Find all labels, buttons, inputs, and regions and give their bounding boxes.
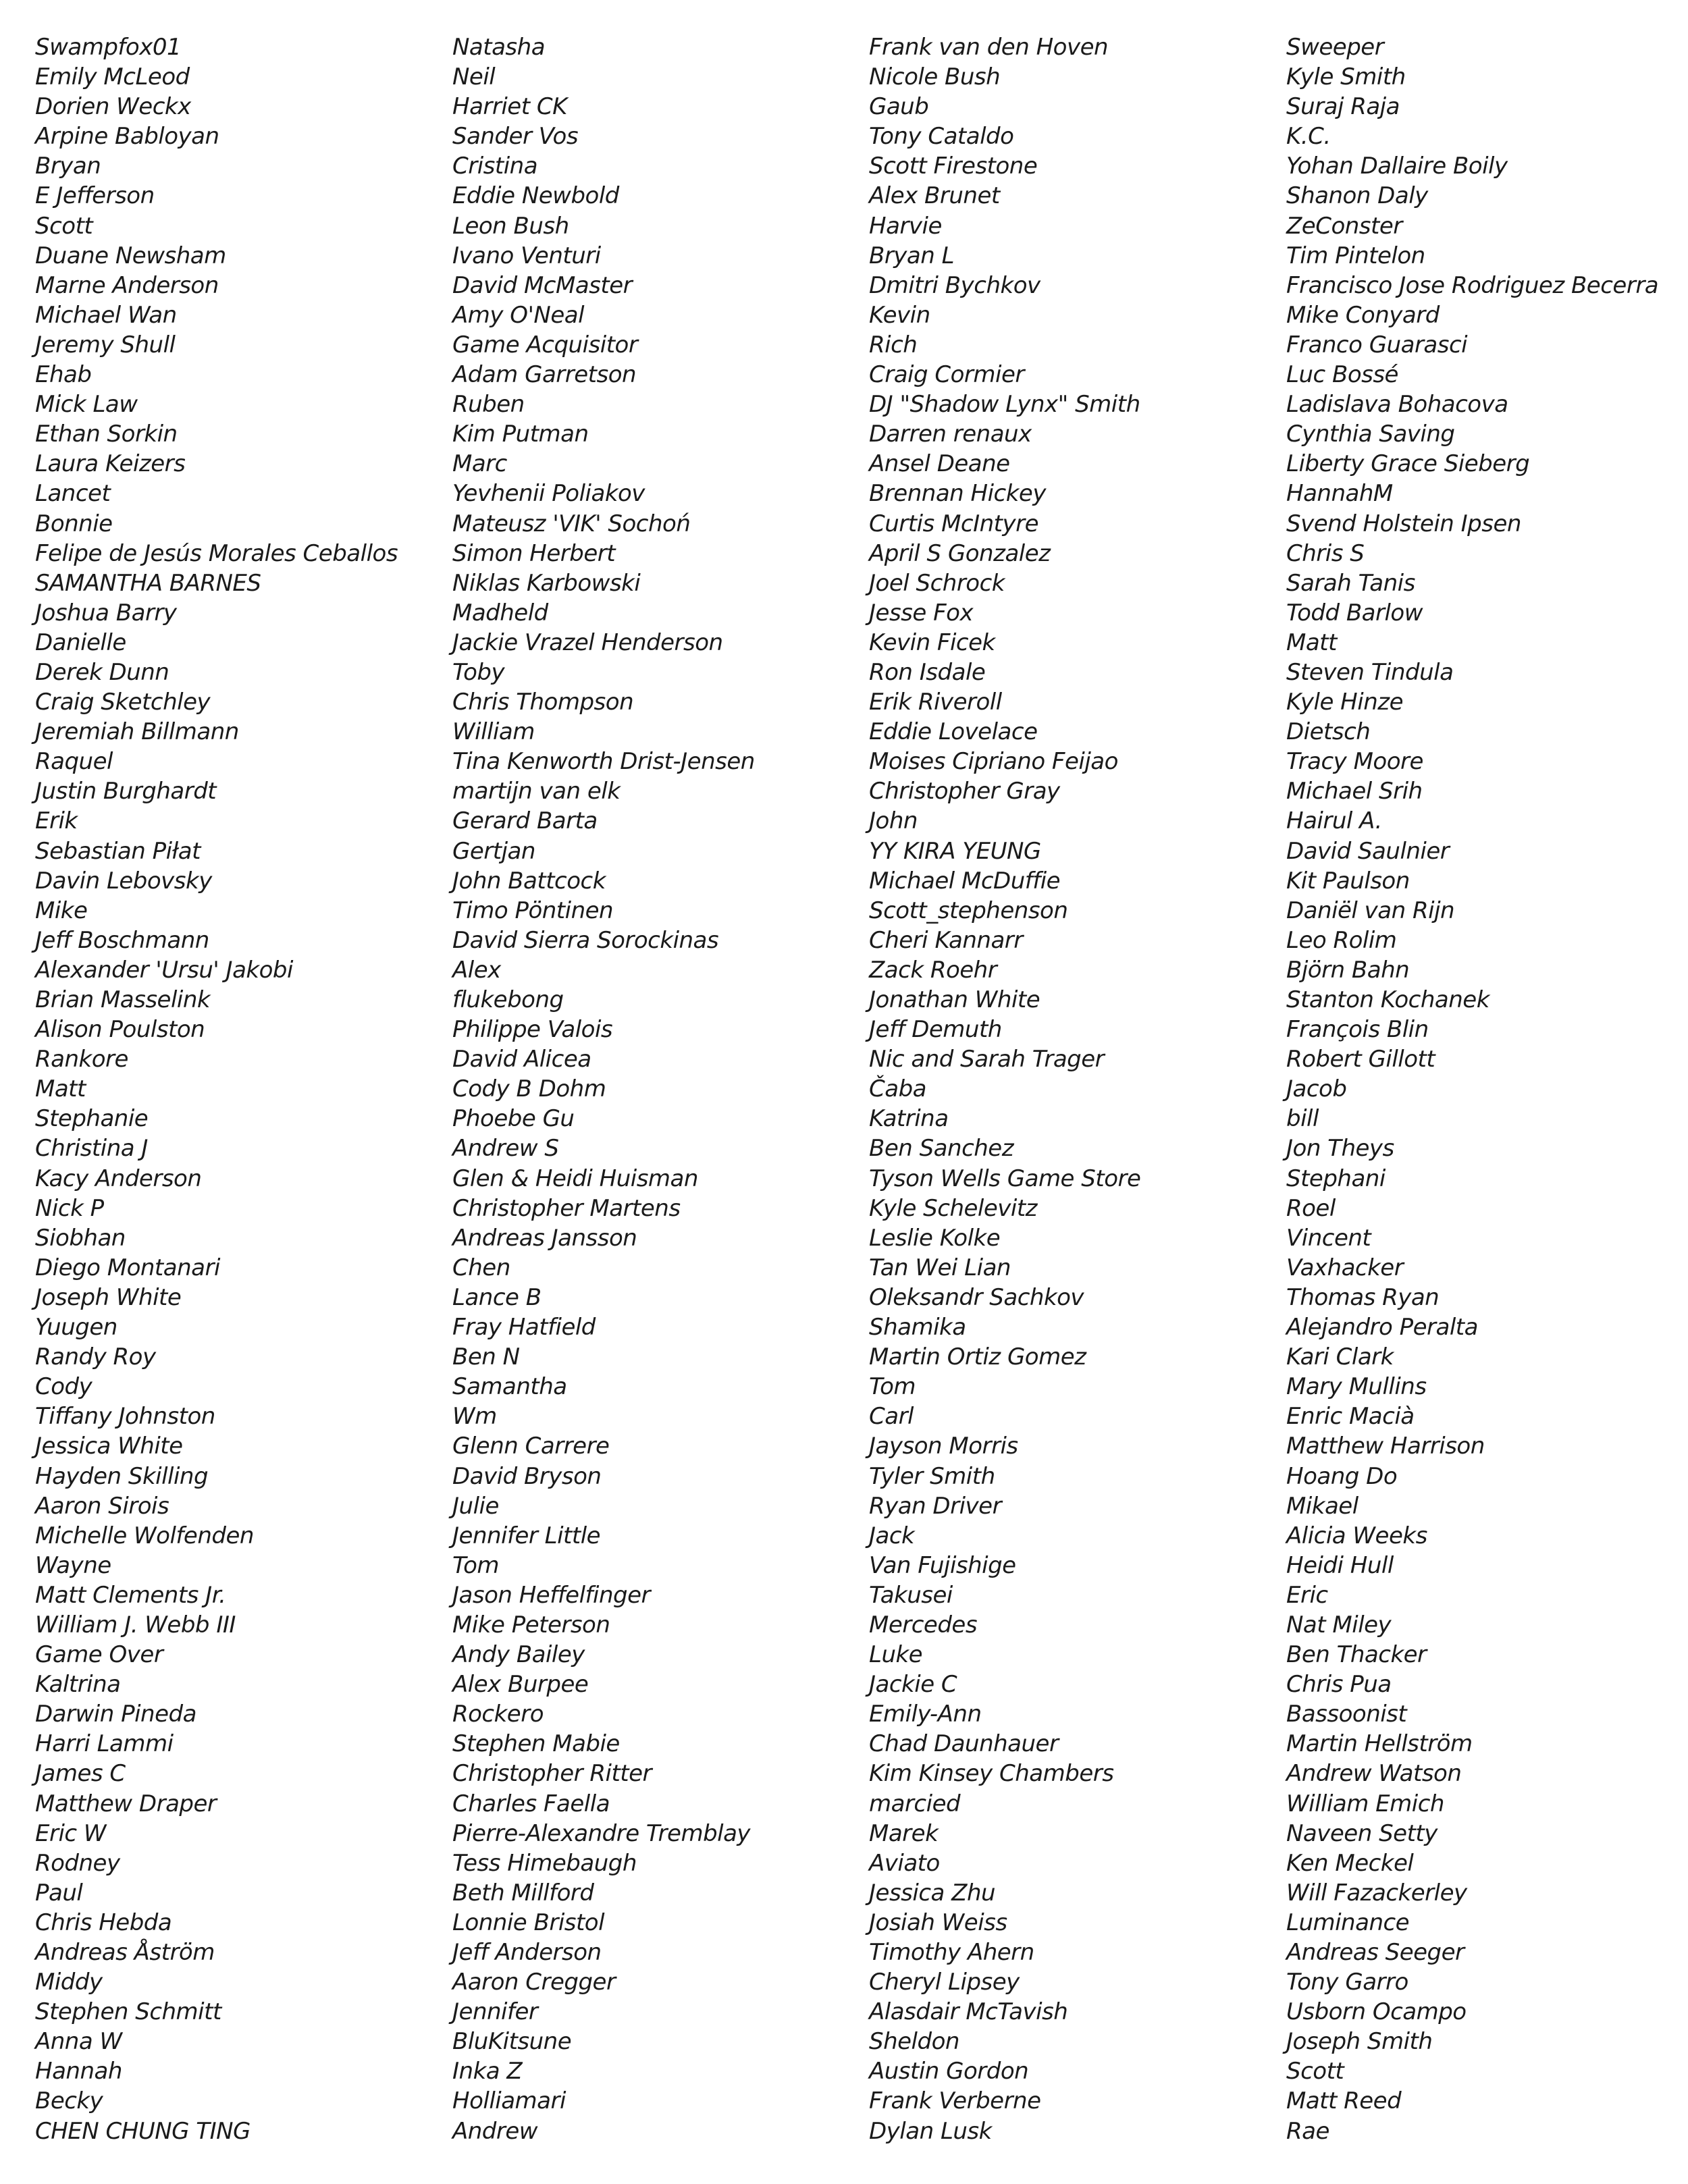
backer-name: Nick P xyxy=(35,1194,104,1222)
backer-name: Lancet xyxy=(35,480,111,508)
backer-name: ZeConster xyxy=(1286,212,1402,240)
backer-name: Austin Gordon xyxy=(869,2058,1029,2085)
backer-name: Felipe de Jesús Morales Ceballos xyxy=(35,539,398,567)
backer-name: Ben Thacker xyxy=(1286,1641,1427,1669)
backer-name: Tan Wei Lian xyxy=(869,1254,1011,1281)
backer-name: Harri Lammi xyxy=(35,1730,174,1758)
backer-name: Swampfox01 xyxy=(35,34,182,61)
name-column-3 xyxy=(869,32,1140,2146)
backer-name: Nic and Sarah Trager xyxy=(869,1046,1105,1073)
backer-name: David Alicea xyxy=(452,1046,591,1073)
backer-name: Andreas Seeger xyxy=(1286,1939,1465,1966)
backer-name: Andrew S xyxy=(452,1135,559,1163)
backer-name: David Saulnier xyxy=(1286,837,1450,865)
backer-name: David Sierra Sorockinas xyxy=(452,926,719,954)
backer-name: Philippe Valois xyxy=(452,1016,613,1044)
backer-name: marcied xyxy=(869,1790,961,1817)
backer-name: Scott_stephenson xyxy=(869,897,1068,924)
backer-name: Eddie Lovelace xyxy=(869,718,1038,746)
backer-name: Roel xyxy=(1286,1194,1336,1222)
backer-name: Mick Law xyxy=(35,391,138,419)
backer-name: Daniël van Rijn xyxy=(1286,897,1455,924)
backer-name: Mercedes xyxy=(869,1611,978,1639)
backer-name: E Jefferson xyxy=(35,182,155,210)
backer-name: Stanton Kochanek xyxy=(1286,986,1489,1013)
backer-name: Kit Paulson xyxy=(1286,867,1410,895)
backer-name: Darwin Pineda xyxy=(35,1701,196,1728)
backer-name: Mikael xyxy=(1286,1492,1359,1520)
backer-name: Steven Tindula xyxy=(1286,658,1454,686)
backer-name: Darren renaux xyxy=(869,421,1032,448)
backer-name: Andreas Åström xyxy=(35,1939,215,1966)
backer-name: Chris Pua xyxy=(1286,1671,1392,1699)
backer-name: Tyson Wells Game Store xyxy=(869,1165,1141,1192)
backer-name: Kevin Ficek xyxy=(869,629,995,656)
backer-name: Moises Cipriano Feijao xyxy=(869,748,1118,776)
backer-name: Scott Firestone xyxy=(869,153,1038,180)
backer-name: Matt xyxy=(35,1075,86,1103)
backer-name: Jayson Morris xyxy=(869,1433,1018,1460)
backer-name: Lonnie Bristol xyxy=(452,1909,605,1936)
backer-name: Ron Isdale xyxy=(869,658,986,686)
backer-name: Jacob xyxy=(1286,1075,1347,1103)
backer-name: Tess Himebaugh xyxy=(452,1849,637,1877)
backer-name: Ivano Venturi xyxy=(452,242,601,269)
name-column-1 xyxy=(35,32,398,2146)
backer-name: Alex Burpee xyxy=(452,1671,589,1699)
backer-name: Craig Sketchley xyxy=(35,689,211,716)
backer-name: Brennan Hickey xyxy=(869,480,1046,508)
backer-name: Arpine Babloyan xyxy=(35,123,219,151)
backer-name: Will Fazackerley xyxy=(1286,1879,1467,1907)
backer-name: Christopher Martens xyxy=(452,1194,681,1222)
backer-name: Matt Reed xyxy=(1286,2087,1402,2115)
backer-name: Timothy Ahern xyxy=(869,1939,1034,1966)
backer-name: BluKitsune xyxy=(452,2028,572,2056)
backer-name: Brian Masselink xyxy=(35,986,211,1013)
backer-name: Game Over xyxy=(35,1641,163,1669)
backer-name: Fray Hatfield xyxy=(452,1314,596,1341)
backer-name: Van Fujishige xyxy=(869,1551,1016,1579)
backer-name: Davin Lebovsky xyxy=(35,867,212,895)
backer-name: John xyxy=(869,807,918,835)
backer-name: Ruben xyxy=(452,391,525,419)
backer-name: Christina J xyxy=(35,1135,148,1163)
backer-name: Chen xyxy=(452,1254,510,1281)
backer-name: Stephen Mabie xyxy=(452,1730,620,1758)
backer-name: Marne Anderson xyxy=(35,271,219,299)
backer-name: Jessica Zhu xyxy=(869,1879,996,1907)
backer-name: Michael Srih xyxy=(1286,778,1423,805)
backer-name: Andreas Jansson xyxy=(452,1224,637,1252)
backer-name: Chad Daunhauer xyxy=(869,1730,1059,1758)
backer-name: Vincent xyxy=(1286,1224,1371,1252)
backer-name: Leo Rolim xyxy=(1286,926,1397,954)
backer-name: Cody xyxy=(35,1373,93,1401)
backer-name: Andrew Watson xyxy=(1286,1760,1462,1788)
backer-name: Alexander 'Ursu' Jakobi xyxy=(35,956,293,984)
backer-name: Neil xyxy=(452,63,496,91)
backer-name: Emily-Ann xyxy=(869,1701,982,1728)
backer-name: Hayden Skilling xyxy=(35,1462,209,1490)
backer-name: Marek xyxy=(869,1819,939,1847)
backer-name: Sheldon xyxy=(869,2028,959,2056)
backer-name: Cristina xyxy=(452,153,538,180)
backer-name: Ansel Deane xyxy=(869,450,1010,478)
backer-name: Cynthia Saving xyxy=(1286,421,1455,448)
backer-name: Aviato xyxy=(869,1849,940,1877)
backer-name: Yohan Dallaire Boily xyxy=(1286,153,1508,180)
backer-name: Tom xyxy=(452,1551,499,1579)
backer-name: Tim Pintelon xyxy=(1286,242,1425,269)
backer-name: Middy xyxy=(35,1969,103,1996)
backer-name: Diego Montanari xyxy=(35,1254,220,1281)
backer-name: Robert Gillott xyxy=(1286,1046,1435,1073)
backer-name: Eric xyxy=(1286,1581,1328,1609)
backer-name: Jack xyxy=(869,1522,915,1549)
backer-name: Franco Guarasci xyxy=(1286,331,1468,358)
backer-name: Glen & Heidi Huisman xyxy=(452,1165,698,1192)
backer-name: Stephani xyxy=(1286,1165,1386,1192)
backer-name: Katrina xyxy=(869,1105,949,1133)
backer-name: Inka Z xyxy=(452,2058,523,2085)
name-column-4 xyxy=(1286,32,1658,2146)
backer-name: Rankore xyxy=(35,1046,128,1073)
backer-name: YY KIRA YEUNG xyxy=(869,837,1041,865)
backer-name: Jeff Demuth xyxy=(869,1016,1002,1044)
name-column-2 xyxy=(452,32,755,2146)
backer-name: Dorien Weckx xyxy=(35,93,191,121)
backer-name: Becky xyxy=(35,2087,103,2115)
backer-name: Pierre-Alexandre Tremblay xyxy=(452,1819,751,1847)
backer-name: Tony Garro xyxy=(1286,1969,1408,1996)
backer-name: Ken Meckel xyxy=(1286,1849,1414,1877)
backer-name: Yuugen xyxy=(35,1314,117,1341)
backer-name: Kim Kinsey Chambers xyxy=(869,1760,1114,1788)
backer-name: DJ "Shadow Lynx" Smith xyxy=(869,391,1140,419)
backer-name: Tracy Moore xyxy=(1286,748,1423,776)
backer-name: CHEN CHUNG TING xyxy=(35,2117,250,2145)
backer-name: Todd Barlow xyxy=(1286,599,1423,627)
backer-name: Aaron Cregger xyxy=(452,1969,616,1996)
backer-name: Joseph White xyxy=(35,1283,182,1311)
backer-name: Wayne xyxy=(35,1551,111,1579)
backer-name: Ben Sanchez xyxy=(869,1135,1014,1163)
backer-name: Bryan L xyxy=(869,242,955,269)
backer-name: Leslie Kolke xyxy=(869,1224,1001,1252)
backer-name: Mike xyxy=(35,897,88,924)
backer-name: Hannah xyxy=(35,2058,122,2085)
backer-name: Emily McLeod xyxy=(35,63,190,91)
backer-name: Harvie xyxy=(869,212,942,240)
backer-name: Cheri Kannarr xyxy=(869,926,1023,954)
backer-name: Jennifer xyxy=(452,1998,538,2026)
backer-name: Sebastian Piłat xyxy=(35,837,201,865)
backer-name: Nat Miley xyxy=(1286,1611,1392,1639)
backer-name: flukebong xyxy=(452,986,564,1013)
backer-name: Alejandro Peralta xyxy=(1286,1314,1478,1341)
backer-name: Jonathan White xyxy=(869,986,1040,1013)
backer-name: April S Gonzalez xyxy=(869,539,1051,567)
backer-name: Jeremy Shull xyxy=(35,331,176,358)
backer-name: Svend Holstein Ipsen xyxy=(1286,510,1521,537)
backer-name: Shamika xyxy=(869,1314,966,1341)
backer-name: Amy O'Neal xyxy=(452,301,585,329)
backer-name: Oleksandr Sachkov xyxy=(869,1283,1084,1311)
backer-name: Chris Thompson xyxy=(452,689,634,716)
backer-name: Jason Heffelfinger xyxy=(452,1581,650,1609)
backer-name: HannahM xyxy=(1286,480,1393,508)
backer-name: James C xyxy=(35,1760,126,1788)
backer-name: Jackie C xyxy=(869,1671,957,1699)
backer-name: Luke xyxy=(869,1641,923,1669)
backer-name: Mary Mullins xyxy=(1286,1373,1427,1401)
backer-name: Ehab xyxy=(35,361,92,389)
backer-name: Raquel xyxy=(35,748,113,776)
backer-name: Jon Theys xyxy=(1286,1135,1394,1163)
backer-name: Randy Roy xyxy=(35,1343,156,1371)
backer-name: Jeff Boschmann xyxy=(35,926,209,954)
backer-name: Rockero xyxy=(452,1701,544,1728)
backer-name: Ben N xyxy=(452,1343,520,1371)
backer-name: Michael McDuffie xyxy=(869,867,1061,895)
backer-name: Usborn Ocampo xyxy=(1286,1998,1467,2026)
backer-name: Samantha xyxy=(452,1373,567,1401)
backer-name: Leon Bush xyxy=(452,212,569,240)
backer-name: Craig Cormier xyxy=(869,361,1024,389)
backer-name: Jeff Anderson xyxy=(452,1939,602,1966)
backer-name: Bonnie xyxy=(35,510,113,537)
backer-name: Gaub xyxy=(869,93,929,121)
backer-name: Alison Poulston xyxy=(35,1016,205,1044)
backer-name: Hairul A. xyxy=(1286,807,1382,835)
backer-name: Martin Hellström xyxy=(1286,1730,1473,1758)
backer-name: Kevin xyxy=(869,301,930,329)
backer-name: Matt Clements Jr. xyxy=(35,1581,226,1609)
backer-name: Natasha xyxy=(452,34,546,61)
backer-name: Michael Wan xyxy=(35,301,177,329)
backer-name: Carl xyxy=(869,1403,914,1431)
backer-name: martijn van elk xyxy=(452,778,621,805)
backer-name: David McMaster xyxy=(452,271,633,299)
backer-name: Chris Hebda xyxy=(35,1909,172,1936)
backer-name: John Battcock xyxy=(452,867,606,895)
backer-name: Dmitri Bychkov xyxy=(869,271,1040,299)
backer-name: Stephanie xyxy=(35,1105,149,1133)
backer-name: Siobhan xyxy=(35,1224,126,1252)
backer-name: Sander Vos xyxy=(452,123,579,151)
backer-name: Luc Bossé xyxy=(1286,361,1398,389)
backer-name: Hoang Do xyxy=(1286,1462,1398,1490)
backer-name: Tom xyxy=(869,1373,916,1401)
backer-name: Jeremiah Billmann xyxy=(35,718,239,746)
backer-name: Francisco Jose Rodriguez Becerra xyxy=(1286,271,1659,299)
backer-name: Luminance xyxy=(1286,1909,1410,1936)
backer-name: Michelle Wolfenden xyxy=(35,1522,254,1549)
backer-name: Danielle xyxy=(35,629,126,656)
backer-name: Anna W xyxy=(35,2028,122,2056)
backer-name: Alex xyxy=(452,956,501,984)
backer-name: Čaba xyxy=(869,1075,926,1103)
backer-name: Phoebe Gu xyxy=(452,1105,575,1133)
backer-name: Yevhenii Poliakov xyxy=(452,480,645,508)
backer-name: William xyxy=(452,718,535,746)
backer-name: Mateusz 'VIK' Sochoń xyxy=(452,510,691,537)
backer-name: Joshua Barry xyxy=(35,599,177,627)
backer-name: Liberty Grace Sieberg xyxy=(1286,450,1530,478)
backer-name: Holliamari xyxy=(452,2087,566,2115)
backer-name: Tina Kenworth Drist-Jensen xyxy=(452,748,755,776)
backer-name: Thomas Ryan xyxy=(1286,1283,1440,1311)
backer-name: Cheryl Lipsey xyxy=(869,1969,1020,1996)
backer-name: Toby xyxy=(452,658,505,686)
backer-name: Madheld xyxy=(452,599,548,627)
backer-name: Kyle Smith xyxy=(1286,63,1406,91)
backer-name: Glenn Carrere xyxy=(452,1433,610,1460)
backer-name: Bryan xyxy=(35,153,101,180)
backer-name: Eddie Newbold xyxy=(452,182,619,210)
backer-name: Tyler Smith xyxy=(869,1462,995,1490)
backer-name: Christopher Ritter xyxy=(452,1760,652,1788)
backer-name: Curtis McIntyre xyxy=(869,510,1039,537)
backer-name: William J. Webb III xyxy=(35,1611,236,1639)
backer-name: Andy Bailey xyxy=(452,1641,585,1669)
backer-name: Tiffany Johnston xyxy=(35,1403,215,1431)
backer-name: Takusei xyxy=(869,1581,953,1609)
backer-name: Alasdair McTavish xyxy=(869,1998,1068,2026)
backer-name: Chris S xyxy=(1286,539,1365,567)
backer-name: Frank Verberne xyxy=(869,2087,1041,2115)
backer-name: Wm xyxy=(452,1403,497,1431)
backer-name: Rich xyxy=(869,331,918,358)
backer-name: Dylan Lusk xyxy=(869,2117,992,2145)
backer-name: Scott xyxy=(1286,2058,1344,2085)
backer-name: Frank van den Hoven xyxy=(869,34,1109,61)
backer-name: Christopher Gray xyxy=(869,778,1060,805)
backer-name: Rae xyxy=(1286,2117,1329,2145)
backer-name: David Bryson xyxy=(452,1462,602,1490)
backer-name: Matthew Draper xyxy=(35,1790,217,1817)
backer-name: Simon Herbert xyxy=(452,539,616,567)
backer-name: Jennifer Little xyxy=(452,1522,601,1549)
backer-name: Scott xyxy=(35,212,93,240)
backer-name: François Blin xyxy=(1286,1016,1429,1044)
backer-name: Ladislava Bohacova xyxy=(1286,391,1508,419)
backer-name: Alex Brunet xyxy=(869,182,1000,210)
backer-name: Jesse Fox xyxy=(869,599,974,627)
backer-name: Kaltrina xyxy=(35,1671,121,1699)
backer-name: Duane Newsham xyxy=(35,242,226,269)
backer-name: Josiah Weiss xyxy=(869,1909,1007,1936)
backer-name: Adam Garretson xyxy=(452,361,637,389)
backer-name: Bassoonist xyxy=(1286,1701,1407,1728)
backer-name: Kyle Schelevitz xyxy=(869,1194,1038,1222)
backer-name: Dietsch xyxy=(1286,718,1371,746)
backer-name: SAMANTHA BARNES xyxy=(35,569,261,597)
backer-name: Heidi Hull xyxy=(1286,1551,1394,1579)
backer-name: Ethan Sorkin xyxy=(35,421,178,448)
backer-name: Sarah Tanis xyxy=(1286,569,1415,597)
backer-name: Paul xyxy=(35,1879,83,1907)
backer-name: Jessica White xyxy=(35,1433,183,1460)
backer-name: Zack Roehr xyxy=(869,956,997,984)
backer-name: K.C. xyxy=(1286,123,1331,151)
backer-name: Timo Pöntinen xyxy=(452,897,614,924)
backer-name: Ryan Driver xyxy=(869,1492,1002,1520)
backer-name: Joel Schrock xyxy=(869,569,1005,597)
backer-name: Cody B Dohm xyxy=(452,1075,606,1103)
backer-name: Naveen Setty xyxy=(1286,1819,1438,1847)
backer-name: Niklas Karbowski xyxy=(452,569,641,597)
backer-name: Game Acquisitor xyxy=(452,331,638,358)
backer-name: Harriet CK xyxy=(452,93,567,121)
backer-name: Shanon Daly xyxy=(1286,182,1428,210)
backer-name: Lance B xyxy=(452,1283,542,1311)
backer-name: Enric Macià xyxy=(1286,1403,1415,1431)
backer-name: Björn Bahn xyxy=(1286,956,1410,984)
backer-name: Beth Millford xyxy=(452,1879,594,1907)
backer-name: William Emich xyxy=(1286,1790,1444,1817)
backer-name: Mike Conyard xyxy=(1286,301,1440,329)
backer-name: Mike Peterson xyxy=(452,1611,610,1639)
backer-name: Vaxhacker xyxy=(1286,1254,1404,1281)
backer-name: Erik Riveroll xyxy=(869,689,1002,716)
backer-name: Charles Faella xyxy=(452,1790,610,1817)
backer-name: Joseph Smith xyxy=(1286,2028,1433,2056)
backer-name: Stephen Schmitt xyxy=(35,1998,221,2026)
backer-name: Kari Clark xyxy=(1286,1343,1394,1371)
backer-name: Gerard Barta xyxy=(452,807,598,835)
backer-name: Kim Putman xyxy=(452,421,589,448)
backer-name: Laura Keizers xyxy=(35,450,186,478)
backer-name: Julie xyxy=(452,1492,499,1520)
backer-name: Kacy Anderson xyxy=(35,1165,202,1192)
backer-name: Matthew Harrison xyxy=(1286,1433,1485,1460)
backer-name: Eric W xyxy=(35,1819,107,1847)
backer-name: Jackie Vrazel Henderson xyxy=(452,629,723,656)
backer-name: Sweeper xyxy=(1286,34,1384,61)
backer-name: bill xyxy=(1286,1105,1319,1133)
backer-name: Andrew xyxy=(452,2117,538,2145)
backer-name: Rodney xyxy=(35,1849,120,1877)
backer-name: Matt xyxy=(1286,629,1337,656)
backer-name: Nicole Bush xyxy=(869,63,1001,91)
backer-name: Erik xyxy=(35,807,78,835)
backer-name: Aaron Sirois xyxy=(35,1492,169,1520)
backer-name: Tony Cataldo xyxy=(869,123,1014,151)
backer-name: Kyle Hinze xyxy=(1286,689,1404,716)
backer-name: Gertjan xyxy=(452,837,535,865)
backer-name: Justin Burghardt xyxy=(35,778,217,805)
backer-name: Derek Dunn xyxy=(35,658,169,686)
backer-name: Marc xyxy=(452,450,507,478)
backer-name: Martin Ortiz Gomez xyxy=(869,1343,1086,1371)
backer-name: Suraj Raja xyxy=(1286,93,1400,121)
backer-name: Alicia Weeks xyxy=(1286,1522,1427,1549)
